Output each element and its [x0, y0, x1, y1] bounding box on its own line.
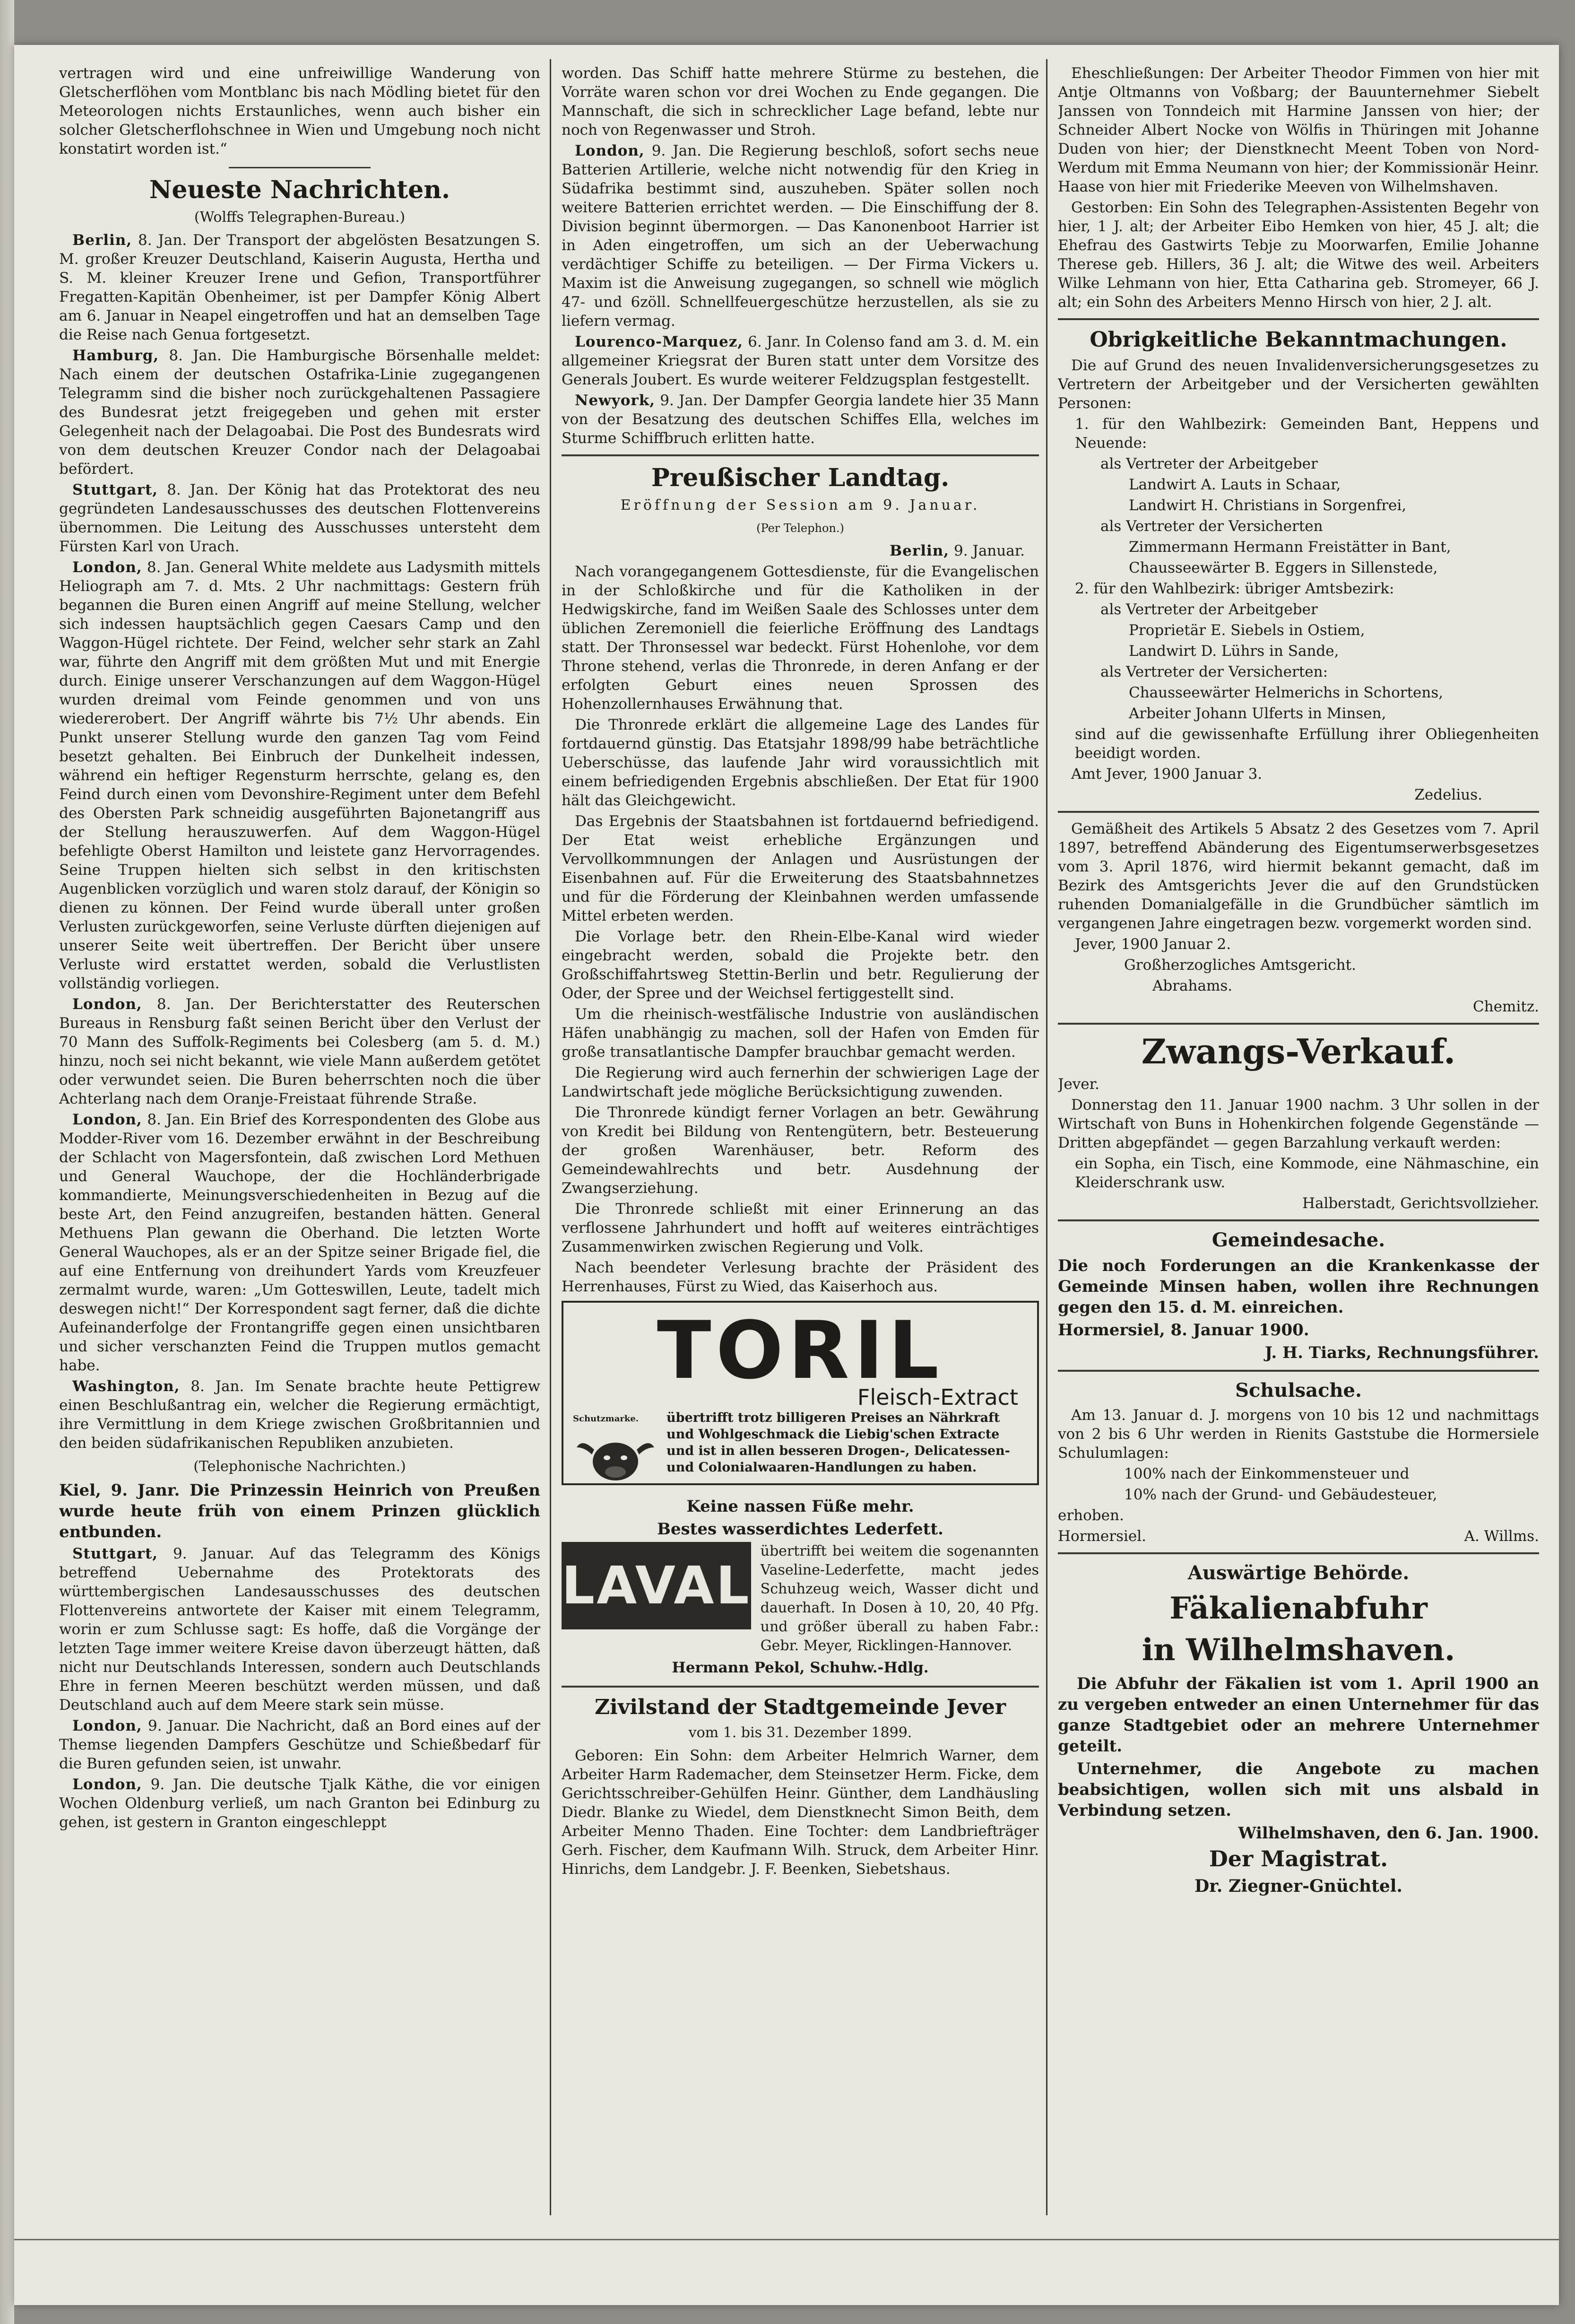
landtag-heading: Preußischer Landtag. — [651, 463, 950, 492]
landtag-source: (Per Telephon.) — [756, 522, 844, 535]
court-signature-2: Chemitz. — [1473, 998, 1539, 1015]
landtag-dateline — [562, 541, 1039, 560]
column-rule-2 — [1046, 59, 1047, 2215]
municipal-heading: Gemeindesache. — [1212, 1229, 1385, 1251]
telephone-news-text: 9. Januar. Die Nachricht, daß an Bord eines auf der Themse liegenden Dampfers Geschütze und Schießbedarf für die Buren gefunden seien, ist unwahr. — [59, 1717, 540, 1772]
ox-head-trademark-icon — [573, 1410, 658, 1471]
zivilstand-text: Geboren: Ein Sohn: dem Arbeiter Helmrich Warner, dem Arbeiter Harm Rademacher, dem Steinsetzer Herm. Ficke, dem Gerichtsschreiber-Gehülfen Heinr. Günther, dem Landhäusling Diedr. Blanke zu Wiedel, dem Dienstknecht Simon Beith, dem Arbeiter Menno Thaden. Eine Tochter: dem Landbriefträger Gerh. Fischer, dem Kaufmann Wilh. Struck, dem Arbeiter Hinr. Hinrichs, dem Landgebr. J. F. Beenken, Siebetshaus. — [562, 1747, 1039, 1878]
divider — [1058, 1370, 1539, 1372]
divider — [562, 454, 1039, 456]
telephone-news-text: 9. Januar. Auf das Telegramm des Königs betreffend Uebernahme des Protektorats des württembergischen Landesausschusses des deutschen Flottenvereins antwortete der Kaiser mit einem Telegramm, worin er zum Schlusse sagt: Es hoffe, daß die Vorgänge der letzten Tage immer weitere Kreise davon überzeugt hätten, daß nicht nur Deutschlands Interessen, sondern auch Deutschlands Ehre in fernen Meeren beschützt werden müssen, und daß Deutschland auch auf dem Meere stark sein müsse. — [59, 1545, 540, 1714]
news-source: (Wolffs Telegraphen-Bureau.) — [194, 209, 406, 226]
landtag-place: Berlin, — [889, 542, 950, 559]
faecal-heading-1: Fäkalienabfuhr — [1169, 1591, 1428, 1626]
news-text: 8. Jan. Die Hamburgische Börsenhalle meldet: Nach einem der deutschen Ostafrika-Linie zugegangenen Telegramm sind die bisher noch zurückgehaltenen Passagiere des Bundesrat jetzt freigegeben und gehen mit erster Gelegenheit nach der Delagoabai. Die Post des Bundesrats wird von dem deutschen Kreuzer Condor nach der Delagoabai befördert. — [59, 347, 540, 478]
laval-description: übertrifft bei weitem die sogenannten Vaseline-Lederfette, macht jedes Schuhzeug weich, Wasser dicht und dauerhaft. In Dosen à 10, 20, 40 Pfg. und größer überall zu haben Fabr.: Gebr. Meyer, Ricklingen-Hannover. — [760, 1543, 1039, 1654]
landtag-paragraph: Die Thronrede schließt mit einer Erinnerung an das verflossene Jahrhundert und hofft auf weiteres einträchtiges Zusammenwirken zwischen Regierung und Volk. — [562, 1201, 1039, 1255]
school-signature: A. Willms. — [1464, 1528, 1539, 1545]
news-item — [59, 231, 540, 344]
landtag-paragraph: Das Ergebnis der Staatsbahnen ist fortdauernd befriedigend. Der Etat weist erhebliche Ergänzungen und Vervollkommnungen der Anlagen und Ausrüstungen der Eisenbahnen auf. Für die Erweiterung des Staatsbahnnetzes und für die Förderung der Kleinbahnen werden umfassende Mittel erbeten werden. — [562, 813, 1039, 924]
landtag-paragraph: Um die rheinisch-westfälische Industrie von ausländischen Häfen unabhängig zu machen, soll der Hafen von Emden für große transatlantische Dampfer brauchbar gemacht werden. — [562, 1006, 1039, 1061]
official-line: als Vertreter der Arbeitgeber — [1100, 455, 1318, 472]
section-heading-news: Neueste Nachrichten. — [149, 175, 450, 204]
school-line-2: 10% nach der Grund- und Gebäudesteuer, — [1124, 1486, 1437, 1503]
telephone-news-item — [59, 1775, 540, 1832]
divider — [1058, 318, 1539, 320]
page-edge — [0, 0, 14, 2324]
toril-subtitle: Fleisch-Extract — [857, 1384, 1018, 1410]
landtag-paragraph: Die Thronrede kündigt ferner Vorlagen an betr. Gewährung von Kredit bei Bildung von Rentengütern, betr. Besteuerung der großen Warenhäuser, betr. Reform des Gemeindewahlrechts und betr. Ausdehnung der Zwangserziehung. — [562, 1104, 1039, 1197]
telephone-news-place: London, — [72, 1776, 142, 1793]
official-line: 2. für den Wahlbezirk: übriger Amtsbezirk: — [1075, 580, 1394, 597]
court-signature: Abrahams. — [1152, 977, 1233, 994]
news-place: Stuttgart, — [72, 481, 158, 498]
official-line: Zimmermann Hermann Freistätter in Bant, — [1129, 539, 1451, 556]
landtag-paragraph: Die Thronrede erklärt die allgemeine Lage des Landes für fortdauernd günstig. Das Etatsjahr 1898/99 habe beträchtliche Ueberschüsse, das laufende Jahr wird voraussichtlich mit einem befriedigenden Ergebnis abschließen. Der Etat für 1900 hält das Gleichgewicht. — [562, 716, 1039, 809]
official-line: 1. für den Wahlbezirk: Gemeinden Bant, Heppens und Neuende: — [1075, 416, 1539, 452]
telephone-news-text: 9. Jan. Die deutsche Tjalk Käthe, die vor einigen Wochen Oldenburg verließ, um nach Granton bei Edinburg zu gehen, ist gestern in Granton eingeschleppt — [59, 1776, 540, 1831]
newspaper-page — [14, 45, 1559, 2305]
column-3 — [1058, 64, 1539, 2220]
official-line: als Vertreter der Versicherten: — [1100, 663, 1328, 680]
news-item — [59, 1377, 540, 1453]
intro-paragraph-2: worden. Das Schiff hatte mehrere Stürme zu bestehen, die Vorräte waren schon vor drei Wochen zu Ende gegangen. Die Mannschaft, die sich in schrecklicher Lage befand, lebte nur noch von Regenwasser und Stroh. — [562, 65, 1039, 139]
school-heading: Schulsache. — [1235, 1379, 1362, 1401]
telephone-news-item — [59, 1544, 540, 1715]
school-end: erhoben. — [1058, 1507, 1124, 1524]
official-line: Landwirt H. Christians in Sorgenfrei, — [1129, 497, 1407, 514]
news-col2-item — [562, 141, 1039, 331]
zivilstand-range: vom 1. bis 31. Dezember 1899. — [688, 1724, 912, 1741]
official-line: Landwirt A. Lauts in Schaar, — [1129, 476, 1341, 493]
forced-sale-heading: Zwangs-Verkauf. — [1141, 1031, 1456, 1071]
official-line: Arbeiter Johann Ulferts in Minsen, — [1129, 705, 1386, 722]
faecal-text: Die Abfuhr der Fäkalien ist vom 1. April 1900 an zu vergeben entweder an einen Unternehmer für das ganze Stadtgebiet oder an mehrere Unternehmer geteilt. — [1058, 1674, 1539, 1756]
news-text: 8. Jan. General White meldete aus Ladysmith mittels Heliograph am 7. d. Mts. 2 Uhr nachmittags: Gestern früh begannen die Buren einen Angriff auf meine Stellung, welcher sich indessen hauptsächlich gegen Caesars Camp und den Waggon-Hügel richtete. Der Feind, welcher sehr stark an Zahl war, führte den Angriff mit dem größten Mut und mit Energie durch. Einige unserer Verschanzungen auf dem Waggon-Hügel wurden dreimal vom Feinde genommen und von uns wiedererobert. Der Angriff währte bis 7½ Uhr abends. Ein Punkt unserer Stellung wurde den ganzen Tag vom Feind besetzt gehalten. Bei Einbruch der Dunkelheit indessen, während ein heftiger Regensturm herrschte, gelang es, den Feind durch einen vom Devonshire-Regiment unter dem Befehl des Obersten Park schneidig ausgeführten Bajonetangriff aus der Stellung herauszuwerfen. Auf dem Waggon-Hügel befehligte Oberst Hamilton und leistete ganz Hervorragendes. Seine Truppen hielten sich selbst in den kritischsten Augenblicken vorzüglich und waren stolz darauf, der Königin so dienen zu können. Der Feind wurde überall unter großen Verlusten zurückgeworfen, seine Verluste dürften diejenigen auf unserer Seite weit übertreffen. Der Bericht über unsere Verluste wird erstattet werden, sobald die Verlustlisten vollständig vorliegen. — [59, 559, 540, 992]
column-2 — [562, 64, 1039, 2220]
official-list — [1058, 415, 1539, 723]
marriages: Eheschließungen: Der Arbeiter Theodor Fimmen von hier mit Antje Oltmanns von Voßbarg; der Bauunternehmer Siebelt Janssen von Tonndeich mit Harmine Janssen von hier; der Schneider Albert Nocke von Wölfis in Thüringen mit Johanne Duden von hier; der Dienstknecht Meent Toben von Nord-Werdum mit Emma Neumann von hier; der Kommissionär Heinr. Haase von hier mit Friederike Meeven von Wilhelmshaven. — [1058, 65, 1539, 195]
municipal-signature: J. H. Tiarks, Rechnungsführer. — [1264, 1343, 1539, 1362]
school-signature-line — [1058, 1527, 1539, 1546]
court-notice: Gemäßheit des Artikels 5 Absatz 2 des Gesetzes vom 7. April 1897, betreffend Abänderung des Eigentumserwerbsgesetzes vom 3. April 1876, wird hiermit bekannt gemacht, daß im Bezirk des Amtsgerichts Jever die auf den Grundstücken ruhenden Domanialgefälle in die Grundbücher sämtlich im vergangenen Jahre eingetragen bezw. vorgemerkt worden sind. — [1058, 820, 1539, 932]
official-line: Chausseewärter B. Eggers in Sillenstede, — [1129, 559, 1438, 576]
landtag-paragraph: Nach vorangegangenem Gottesdienste, für die Evangelischen in der Schloßkirche und für die Katholiken in der Hedwigskirche, fand im Weißen Saale des Schlosses unter dem üblichen Zeremoniell die feierliche Eröffnung des Landtags statt. Der Thronsessel war bedeckt. Fürst Hohenlohe, vor dem Throne stehend, verlas die Thronrede, in deren Anfang er der erfolgten Geburt eines neuen Sprossen des Hohenzollernhauses Erwähnung that. — [562, 563, 1039, 713]
school-line-1: 100% nach der Einkommensteuer und — [1124, 1465, 1410, 1482]
news-col2-place: Lourenco-Marquez, — [575, 333, 744, 350]
news-item — [59, 558, 540, 993]
landtag-paragraph: Die Vorlage betr. den Rhein-Elbe-Kanal wird wieder eingebracht werden, sobald die Projekte betr. den Großschiffahrtsweg Stettin-Berlin und betr. Regulierung der Oder, der Spree und der Weichsel fertiggestellt sind. — [562, 928, 1039, 1002]
forced-sale-items: ein Sopha, ein Tisch, eine Kommode, eine Nähmaschine, ein Kleiderschrank usw. — [1075, 1155, 1539, 1191]
external-authority-heading: Auswärtige Behörde. — [1187, 1562, 1410, 1584]
toril-description: übertrifft trotz billigeren Preises an Nährkraft und Wohlgeschmack die Liebig'schen Extracte und ist in allen besseren Drogen-, Delicatessen- und Colonialwaaren-Handlungen zu haben. — [666, 1410, 1010, 1475]
official-line: Chausseewärter Helmerichs in Schortens, — [1129, 684, 1444, 701]
intro-paragraph: vertragen wird und eine unfreiwillige Wanderung von Gletscherflöhen vom Montblanc bis nach Mödling bietet für den Meteorologen nichts Erstaunliches, wenn auch bisher ein solcher Gletscherflohschnee in Wien und Umgebung noch nicht konstatirt worden ist.“ — [59, 65, 540, 157]
news-text: 8. Jan. Ein Brief des Korrespondenten des Globe aus Modder-River vom 16. Dezember erwähnt in der Beschreibung der Schlacht von Magersfontein, daß zwischen Lord Methuen und General Wauchope, der die Hochländerbrigade kommandierte, Meinungsverschiedenheiten in Bezug auf die beste Art, den Feind anzugreifen, bestanden hätten. General Methuens Plan gewann die Oberhand. Die letzten Worte General Wauchopes, als er an der Spitze seiner Brigade fiel, die auf eine Entfernung von dreihundert Yards vom Kreuzfeuer zermalmt wurde, waren: „Um Gotteswillen, Leute, tadelt mich deswegen nicht!“ Der Korrespondent sagt ferner, daß die dichte Aufeinanderfolge der Frontangriffe gegen einen unsichtbaren und sicher verschanzten Feind die Truppen mutlos gemacht habe. — [59, 1111, 540, 1374]
news-col2-text: 6. Janr. In Colenso fand am 3. d. M. ein allgemeiner Kriegsrat der Buren statt unter dem Vorsitze des Generals Joubert. Es wurde weiterer Feldzugsplan festgestellt. — [562, 333, 1039, 388]
faecal-date: Wilhelmshaven, den 6. Jan. 1900. — [1238, 1824, 1539, 1843]
news-col2-place: Newyork, — [575, 392, 656, 409]
news-col2-item — [562, 391, 1039, 448]
official-line: als Vertreter der Versicherten — [1100, 518, 1323, 535]
kiel-news: Kiel, 9. Janr. Die Prinzessin Heinrich von Preußen wurde heute früh von einem Prinzen glücklich entbunden. — [59, 1481, 540, 1541]
forced-sale-place: Jever. — [1058, 1076, 1099, 1093]
faecal-heading-2: in Wilhelmshaven. — [1142, 1632, 1455, 1668]
divider — [1058, 811, 1539, 813]
municipal-text: Die noch Forderungen an die Krankenkasse der Gemeinde Minsen haben, wollen ihre Rechnungen gegen den 15. d. M. einreichen. — [1058, 1256, 1539, 1317]
news-items-2 — [59, 1544, 540, 1832]
news-text: 8. Jan. Der König hat das Protektorat des neu gegründeten Landesausschusses des deutschen Flottenvereins übernommen. Die Leitung des Ausschusses untersteht dem Fürsten Karl von Urach. — [59, 481, 540, 555]
telephone-news-item — [59, 1716, 540, 1773]
school-text: Am 13. Januar d. J. morgens von 10 bis 12 und nachmittags von 2 bis 6 Uhr werden in Rienits Gaststube die Hormersiele Schulumlagen: — [1058, 1407, 1539, 1462]
amt-date: Amt Jever, 1900 Januar 3. — [1071, 766, 1263, 783]
divider — [562, 1686, 1039, 1688]
landtag-paragraph: Nach beendeter Verlesung brachte der Präsident des Herrenhauses, Fürst zu Wied, das Kaiserhoch aus. — [562, 1259, 1039, 1295]
telephone-news-place: London, — [72, 1717, 142, 1734]
toril-ad — [562, 1301, 1039, 1485]
faecal-text-2: Unternehmer, die Angebote zu machen beabsichtigen, wollen sich mit uns alsbald in Verbindung setzen. — [1058, 1759, 1539, 1820]
news-item — [59, 995, 540, 1108]
news-place: London, — [72, 1111, 142, 1128]
laval-headline-2: Bestes wasserdichtes Lederfett. — [657, 1520, 943, 1539]
zivilstand-heading: Zivilstand der Stadtgemeinde Jever — [594, 1695, 1006, 1719]
official-end: sind auf die gewissenhafte Erfüllung ihrer Obliegenheiten beeidigt worden. — [1075, 726, 1539, 762]
faecal-magistrate: Der Magistrat. — [1209, 1846, 1388, 1871]
news-col2-place: London, — [575, 142, 645, 159]
landtag-subheading: Eröffnung der Session am 9. Januar. — [620, 497, 980, 514]
divider — [1058, 1219, 1539, 1221]
news-place: Washington, — [72, 1378, 180, 1395]
official-line: Landwirt D. Lührs in Sande, — [1129, 643, 1339, 660]
forced-sale-signature: Halberstadt, Gerichtsvollzieher. — [1302, 1195, 1539, 1212]
divider — [1058, 1552, 1539, 1554]
landtag-paragraph: Die Regierung wird auch fernerhin der schwierigen Lage der Landwirtschaft jede mögliche Berücksichtigung zuwenden. — [562, 1064, 1039, 1100]
school-place: Hormersiel. — [1058, 1528, 1147, 1545]
news-place: Berlin, — [72, 232, 132, 249]
telephone-source: (Telephonische Nachrichten.) — [193, 1458, 406, 1475]
divider — [229, 167, 371, 168]
telephone-news-place: Stuttgart, — [72, 1545, 158, 1562]
news-items-col2 — [562, 141, 1039, 448]
municipal-date: Hormersiel, 8. Januar 1900. — [1058, 1321, 1309, 1340]
official-line: als Vertreter der Arbeitgeber — [1100, 601, 1318, 618]
official-notices-heading: Obrigkeitliche Bekanntmachungen. — [1090, 328, 1507, 352]
court-date: Jever, 1900 Januar 2. — [1075, 936, 1231, 953]
news-col2-item — [562, 332, 1039, 389]
page-footer-strip — [14, 2239, 1559, 2297]
news-text: 8. Jan. Im Senate brachte heute Pettigrew einen Beschlußantrag ein, welcher die Regierung ermächtigt, ihre Vermittlung in dem Kriege zwischen Großbritannien und den beiden südafrikanischen Republiken anzubieten. — [59, 1378, 540, 1452]
divider — [1058, 1023, 1539, 1025]
news-items — [59, 231, 540, 1453]
news-place: London, — [72, 559, 142, 576]
deaths: Gestorben: Ein Sohn des Telegraphen-Assistenten Begehr von hier, 1 J. alt; der Arbeiter Eibo Hemken von hier, 45 J. alt; die Ehefrau des Gastwirts Tebje zu Moorwarfen, Emilie Johanne Therese geb. Hillers, 36 J. alt; die Witwe des weil. Arbeiters Wilke Lehmann von hier, Etta Catharina geb. Stromeyer, 66 J. alt; ein Sohn des Arbeiters Menno Hirsch von hier, 2 J. alt. — [1058, 199, 1539, 311]
laval-headline-1: Keine nassen Füße mehr. — [686, 1497, 914, 1516]
news-item — [59, 346, 540, 479]
news-col2-text: 9. Jan. Die Regierung beschloß, sofort sechs neue Batterien Artillerie, welche nicht notwendig für den Krieg in Südafrika bestimmt sind, auszuheben. Später sollen noch weitere Batterien errichtet werden. — Die Einschiffung der 8. Division beginnt übermorgen. — Das Kanonenboot Harrier ist in Aden eingetroffen, um sich an der Ueberwachung verdächtiger Schiffe zu beteiligen. — Der Firma Vickers u. Maxim ist die Anweisung zugegangen, so schnell wie möglich 47- und 6zöll. Schnellfeuergeschütze herzustellen, als sie zu liefern vermag. — [562, 142, 1039, 330]
news-place: Hamburg, — [72, 347, 159, 364]
news-item — [59, 1110, 540, 1375]
column-1 — [59, 64, 540, 2220]
column-rule-1 — [550, 59, 551, 2215]
laval-brand: LAVAL — [562, 1542, 751, 1629]
official-line: Proprietär E. Siebels in Ostiem, — [1129, 622, 1365, 639]
court-name: Großherzogliches Amtsgericht. — [1124, 957, 1356, 974]
amt-signature: Zedelius. — [1414, 786, 1482, 803]
laval-ad — [562, 1492, 1039, 1679]
laval-signature: Hermann Pekol, Schuhw.-Hdlg. — [672, 1659, 929, 1676]
faecal-signature: Dr. Ziegner-Gnüchtel. — [1194, 1876, 1402, 1896]
official-intro: Die auf Grund des neuen Invalidenversicherungsgesetzes zu Vertretern der Arbeitgeber und der Versicherten gewählten Personen: — [1058, 357, 1539, 412]
landtag-paragraphs — [562, 562, 1039, 1296]
landtag-date: 9. Januar. — [953, 542, 1025, 559]
forced-sale-text: Donnerstag den 11. Januar 1900 nachm. 3 Uhr sollen in der Wirtschaft von Buns in Hohenkirchen folgende Gegenstände — Dritten abgepfändet — gegen Barzahlung verkauft werden: — [1058, 1097, 1539, 1151]
toril-brand: TORIL — [657, 1304, 944, 1397]
news-col2-text: 9. Jan. Der Dampfer Georgia landete hier 35 Mann von der Besatzung des deutschen Schiffes Ella, welches im Sturme Schiffbruch erlitten hatte. — [562, 392, 1039, 447]
news-text: 8. Jan. Der Berichterstatter des Reuterschen Bureaus in Rensburg faßt seinen Bericht über den Verlust der 70 Mann des Suffolk-Regiments bei Colesberg (am 5. d. M.) hinzu, noch sei nicht bekannt, wie viele Mann außerdem getötet oder verwundet seien. Die Buren beherrschten noch die über Achterlang nach dem Oranje-Freistaat führende Straße. — [59, 996, 540, 1107]
news-place: London, — [72, 996, 142, 1013]
trademark-label: Schutzmarke. — [573, 1414, 639, 1424]
news-item — [59, 480, 540, 556]
news-text: 8. Jan. Der Transport der abgelösten Besatzungen S. M. großer Kreuzer Deutschland, Kaiserin Augusta, Hertha und S. M. kleiner Kreuzer Irene und Gefion, Transportführer Fregatten-Kapitän Obenheimer, ist per Dampfer König Albert am 6. Januar in Neapel eingetroffen und hat an demselben Tage die Reise nach Genua fortgesetzt. — [59, 232, 540, 343]
